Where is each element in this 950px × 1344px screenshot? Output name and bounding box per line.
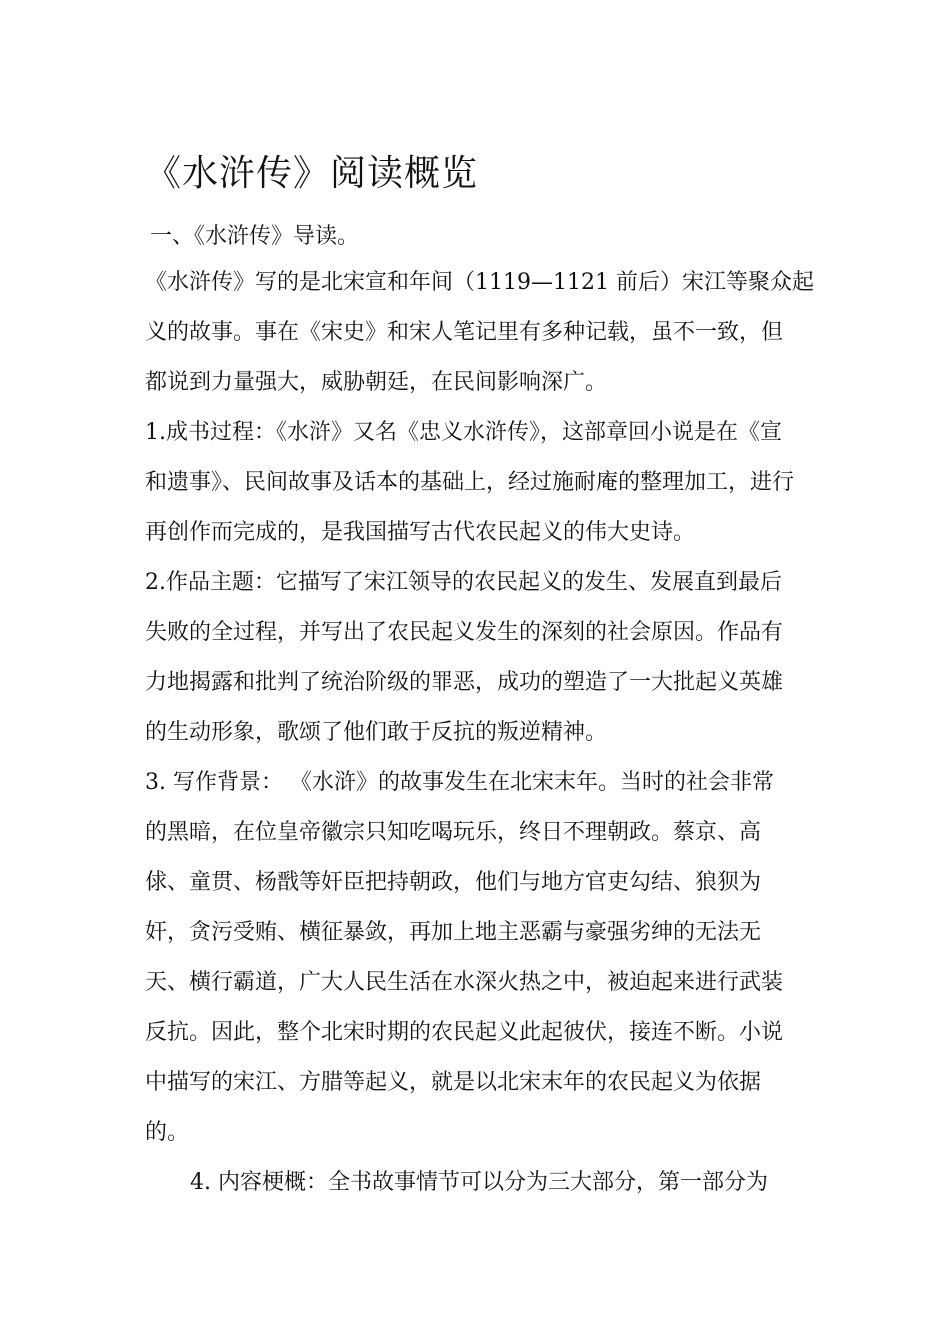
item3-line-7: 中描写的宋江、方腊等起义，就是以北宋末年的农民起义为依据 bbox=[145, 1070, 762, 1095]
item3-line-8: 的。 bbox=[145, 1120, 190, 1145]
item2-line-2: 失败的全过程，并写出了农民起义发生的深刻的社会原因。作品有 bbox=[145, 620, 784, 645]
section-heading: 一、《水浒传》导读。 bbox=[150, 224, 360, 249]
item2-line-1: 2.作品主题：它描写了宋江领导的农民起义的发生、发展直到最后 bbox=[145, 570, 782, 595]
item1-line-1: 1.成书过程：《水浒》又名《忠义水浒传》，这部章回小说是在《宣 bbox=[145, 420, 782, 445]
item3-line-1: 3. 写作背景： 《水浒》的故事发生在北宋末年。当时的社会非常 bbox=[145, 770, 774, 795]
intro-line-3: 都说到力量强大，威胁朝廷，在民间影响深广。 bbox=[145, 370, 608, 395]
item1-line-3: 再创作而完成的，是我国描写古代农民起义的伟大史诗。 bbox=[145, 520, 696, 545]
item3-line-2: 的黑暗，在位皇帝徽宗只知吃喝玩乐，终日不理朝政。蔡京、高 bbox=[145, 820, 762, 845]
item3-line-3: 俅、童贯、杨戬等奸臣把持朝政，他们与地方官吏勾结、狼狈为 bbox=[145, 870, 762, 895]
item1-line-2: 和遗事》、民间故事及话本的基础上，经过施耐庵的整理加工，进行 bbox=[145, 470, 795, 495]
intro-line-2: 义的故事。事在《宋史》和宋人笔记里有多种记载，虽不一致，但 bbox=[145, 320, 784, 345]
document-title: 《水浒传》阅读概览 bbox=[145, 153, 479, 194]
item3-line-5: 天、横行霸道，广大人民生活在水深火热之中，被迫起来进行武装 bbox=[145, 970, 784, 995]
item3-line-4: 奸，贪污受贿、横征暴敛，再加上地主恶霸与豪强劣绅的无法无 bbox=[145, 920, 762, 945]
item2-line-3: 力地揭露和批判了统治阶级的罪恶，成功的塑造了一大批起义英雄 bbox=[145, 670, 784, 695]
item4-line-1: 4. 内容梗概：全书故事情节可以分为三大部分，第一部分为 bbox=[190, 1170, 768, 1195]
intro-line-1: 《水浒传》写的是北宋宣和年间（1119—1121 前后）宋江等聚众起 bbox=[145, 270, 814, 295]
item3-line-6: 反抗。因此，整个北宋时期的农民起义此起彼伏，接连不断。小说 bbox=[145, 1020, 784, 1045]
item2-line-4: 的生动形象，歌颂了他们敢于反抗的叛逆精神。 bbox=[145, 720, 608, 745]
